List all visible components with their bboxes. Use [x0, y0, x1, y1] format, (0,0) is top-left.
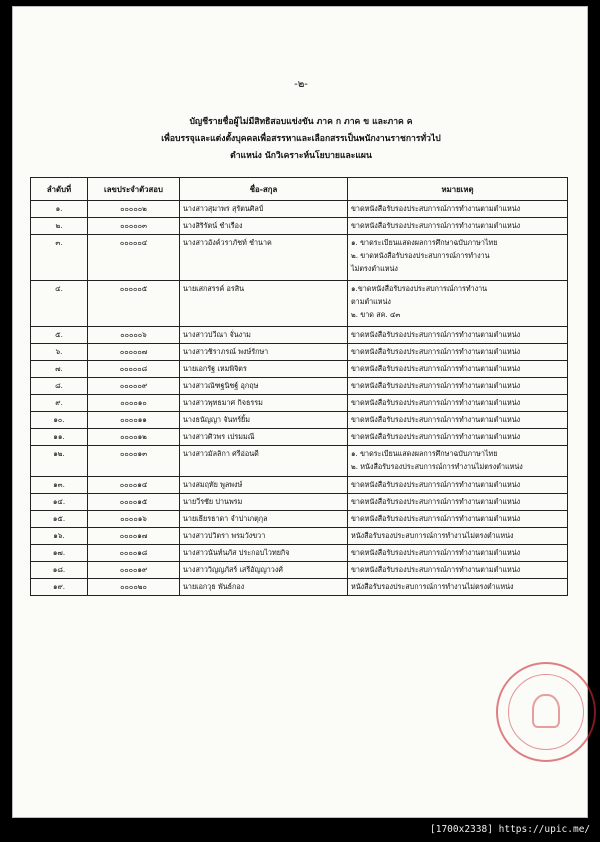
- table-row: [31, 494, 568, 511]
- row-order: ๔.: [31, 281, 88, 327]
- document-title-line-2: เพื่อบรรจุและแต่งตั้งบุคคลเพื่อสรรหาและเลือกสรรเป็นพนักงานราชการทั่วไป: [161, 134, 441, 144]
- row-exam-id: ๐๐๐๐๐๓: [88, 218, 180, 235]
- row-order: ๘.: [31, 378, 88, 395]
- row-full-name: นายเสกสรรค์ อรสิน: [180, 281, 348, 327]
- row-order: ๑๑.: [31, 429, 88, 446]
- row-order: ๒.: [31, 218, 88, 235]
- row-full-name: นางสมฤทัย พูลพงษ์: [180, 477, 348, 494]
- row-remarks: [348, 562, 568, 579]
- row-remarks: [348, 281, 568, 327]
- remark-line: ขาดหนังสือรับรองประสบการณ์การทำงานตามตำแหน่ง: [351, 398, 521, 407]
- row-remarks: [348, 201, 568, 218]
- document-title-line-1: บัญชีรายชื่อผู้ไม่มีสิทธิสอบแข่งขัน ภาค ก ภาค ข และภาค ค: [189, 117, 413, 127]
- row-full-name: นางสาวปวีณา จั่นงาม: [180, 327, 348, 344]
- header-full-name: ชื่อ-สกุล: [180, 178, 348, 201]
- official-seal-stamp: [496, 662, 596, 762]
- remark-line: ขาดหนังสือรับรองประสบการณ์การทำงานตามตำแหน่ง: [351, 432, 521, 441]
- row-exam-id: ๐๐๐๐๑๗: [88, 528, 180, 545]
- table-row: [31, 218, 568, 235]
- remark-line: ๑. ขาดระเบียนแสดงผลการศึกษาฉบับภาษาไทย: [351, 449, 498, 458]
- row-remarks: [348, 218, 568, 235]
- row-order: ๑๔.: [31, 494, 88, 511]
- row-exam-id: ๐๐๐๐๐๒: [88, 201, 180, 218]
- row-exam-id: ๐๐๐๐๑๘: [88, 545, 180, 562]
- row-full-name: นางสาวปวิตรา พรมวังขวา: [180, 528, 348, 545]
- header-remarks: หมายเหตุ: [348, 178, 568, 201]
- table-row: [31, 395, 568, 412]
- document-title-line-3: ตำแหน่ง นักวิเคราะห์นโยบายและแผน: [230, 151, 372, 161]
- row-remarks: [348, 494, 568, 511]
- row-order: ๑.: [31, 201, 88, 218]
- row-remarks: [348, 395, 568, 412]
- row-exam-id: ๐๐๐๐๑๔: [88, 477, 180, 494]
- row-exam-id: ๐๐๐๐๑๑: [88, 412, 180, 429]
- row-remarks: [348, 511, 568, 528]
- row-exam-id: ๐๐๐๐๑๐: [88, 395, 180, 412]
- row-order: ๑๖.: [31, 528, 88, 545]
- row-order: ๕.: [31, 327, 88, 344]
- row-exam-id: ๐๐๐๐๑๖: [88, 511, 180, 528]
- row-remarks: [348, 477, 568, 494]
- table-row: [31, 201, 568, 218]
- table-row: [31, 412, 568, 429]
- row-exam-id: ๐๐๐๐๐๙: [88, 378, 180, 395]
- row-full-name: นางสาวศิวพร เปรมมณี: [180, 429, 348, 446]
- row-order: ๖.: [31, 344, 88, 361]
- remark-line: ขาดหนังสือรับรองประสบการณ์การทำงานตามตำแหน่ง: [351, 330, 521, 339]
- ineligible-candidates-table: [30, 177, 568, 596]
- header-order: ลำดับที่: [31, 178, 88, 201]
- remark-line: ขาดหนังสือรับรองประสบการณ์การทำงานตามตำแหน่ง: [351, 347, 521, 356]
- remark-line: หนังสือรับรองประสบการณ์การทำงานไม่ตรงตำแหน่ง: [351, 582, 514, 591]
- row-full-name: นางสาวสุมาพร สุรัตนศิลป์: [180, 201, 348, 218]
- row-order: ๑๕.: [31, 511, 88, 528]
- remark-line: ขาดหนังสือรับรองประสบการณ์การทำงานตามตำแหน่ง: [351, 514, 521, 523]
- table-row: [31, 429, 568, 446]
- table-row: [31, 281, 568, 327]
- remark-line: ๑. ขาดระเบียนแสดงผลการศึกษาฉบับภาษาไทย: [351, 238, 498, 247]
- remark-line: ขาดหนังสือรับรองประสบการณ์การทำงานตามตำแหน่ง: [351, 480, 521, 489]
- row-remarks: [348, 235, 568, 281]
- row-full-name: นางสาวมัลลิกา ศรีอ่อนดี: [180, 446, 348, 477]
- row-exam-id: ๐๐๐๐๐๖: [88, 327, 180, 344]
- table-row: [31, 511, 568, 528]
- row-order: ๗.: [31, 361, 88, 378]
- table-row: [31, 378, 568, 395]
- row-exam-id: ๐๐๐๐๑๙: [88, 562, 180, 579]
- row-full-name: นางสาวอังค์วราภัชท์ ชำนาค: [180, 235, 348, 281]
- image-host-watermark: [1700x2338] https://upic.me/: [430, 824, 591, 835]
- row-order: ๓.: [31, 235, 88, 281]
- row-exam-id: ๐๐๐๐๐๕: [88, 281, 180, 327]
- remark-line: ขาดหนังสือรับรองประสบการณ์การทำงานตามตำแหน่ง: [351, 204, 521, 213]
- row-full-name: นางธนัญญา จันทร์ยิ้ม: [180, 412, 348, 429]
- remark-line: ขาดหนังสือรับรองประสบการณ์การทำงานตามตำแหน่ง: [351, 381, 521, 390]
- row-remarks: [348, 378, 568, 395]
- remark-line: ไม่ตรงตำแหน่ง: [351, 264, 398, 273]
- table-row: [31, 235, 568, 281]
- row-exam-id: ๐๐๐๐๒๐: [88, 579, 180, 596]
- remark-line: ขาดหนังสือรับรองประสบการณ์การทำงานตามตำแหน่ง: [351, 565, 521, 574]
- row-full-name: นายวีรชัย ปานพรม: [180, 494, 348, 511]
- remark-line: ๒. ขาดหนังสือรับรองประสบการณ์การทำงาน: [351, 251, 490, 260]
- header-exam-id: เลขประจำตัวสอบ: [88, 178, 180, 201]
- table-row: [31, 579, 568, 596]
- table-row: [31, 562, 568, 579]
- table-row: [31, 344, 568, 361]
- remark-line: หนังสือรับรองประสบการณ์การทำงานไม่ตรงตำแหน่ง: [351, 531, 514, 540]
- table-row: [31, 361, 568, 378]
- remark-line: ขาดหนังสือรับรองประสบการณ์การทำงานตามตำแหน่ง: [351, 415, 521, 424]
- remark-line: ขาดหนังสือรับรองประสบการณ์การทำงานตามตำแหน่ง: [351, 548, 521, 557]
- row-order: ๑๓.: [31, 477, 88, 494]
- table-row: [31, 327, 568, 344]
- row-order: ๑๐.: [31, 412, 88, 429]
- row-remarks: [348, 579, 568, 596]
- row-order: ๑๗.: [31, 545, 88, 562]
- row-full-name: นางสาววิญญภัสร์ เสรีอัญญาวงศ์: [180, 562, 348, 579]
- row-remarks: [348, 429, 568, 446]
- row-order: ๑๙.: [31, 579, 88, 596]
- row-remarks: [348, 327, 568, 344]
- remark-line: ขาดหนังสือรับรองประสบการณ์การทำงานตามตำแหน่ง: [351, 497, 521, 506]
- row-exam-id: ๐๐๐๐๑๒: [88, 429, 180, 446]
- table-header-row: [31, 178, 568, 201]
- row-order: ๙.: [31, 395, 88, 412]
- row-full-name: นายเธียรธาดา จำปาเกตุกุล: [180, 511, 348, 528]
- document-page: [12, 6, 588, 818]
- row-full-name: นายเอกวุธ พันธ์กอง: [180, 579, 348, 596]
- row-full-name: นายเอกรัฐ เหมพิจิตร: [180, 361, 348, 378]
- row-remarks: [348, 344, 568, 361]
- row-remarks: [348, 446, 568, 477]
- table-row: [31, 446, 568, 477]
- row-remarks: [348, 412, 568, 429]
- row-exam-id: ๐๐๐๐๑๕: [88, 494, 180, 511]
- row-full-name: นางสาวพุทธมาศ กิจธรรม: [180, 395, 348, 412]
- table-row: [31, 477, 568, 494]
- row-full-name: นางสาวชิราภรณ์ พงษ์รักษา: [180, 344, 348, 361]
- remark-line: ขาดหนังสือรับรองประสบการณ์การทำงานตามตำแหน่ง: [351, 364, 521, 373]
- row-full-name: นางสาวนันท์นภัส ประกอบไวทยกิจ: [180, 545, 348, 562]
- remark-line: ขาดหนังสือรับรองประสบการณ์การทำงานตามตำแหน่ง: [351, 221, 521, 230]
- row-exam-id: ๐๐๐๐๑๓: [88, 446, 180, 477]
- table-row: [31, 545, 568, 562]
- remark-line: ๑.ขาดหนังสือรับรองประสบการณ์การทำงาน: [351, 284, 488, 293]
- row-remarks: [348, 528, 568, 545]
- row-full-name: นางสาวณัฑฐนิชฐ์ อุกฤษ: [180, 378, 348, 395]
- row-remarks: [348, 361, 568, 378]
- table-row: [31, 528, 568, 545]
- table-body: [31, 201, 568, 596]
- remark-line: ๒. หนังสือรับรองประสบการณ์การทำงานไม่ตรงตำแหน่ง: [351, 462, 523, 471]
- row-full-name: นางสิริรัตน์ ชำเรือง: [180, 218, 348, 235]
- page-number: -๒-: [294, 79, 308, 90]
- row-order: ๑๘.: [31, 562, 88, 579]
- row-order: ๑๒.: [31, 446, 88, 477]
- row-exam-id: ๐๐๐๐๐๗: [88, 344, 180, 361]
- remark-line: ตามตำแหน่ง: [351, 297, 391, 306]
- row-exam-id: ๐๐๐๐๐๘: [88, 361, 180, 378]
- row-exam-id: ๐๐๐๐๐๔: [88, 235, 180, 281]
- remark-line: ๒. ขาด สค. ๔๓: [351, 310, 401, 319]
- row-remarks: [348, 545, 568, 562]
